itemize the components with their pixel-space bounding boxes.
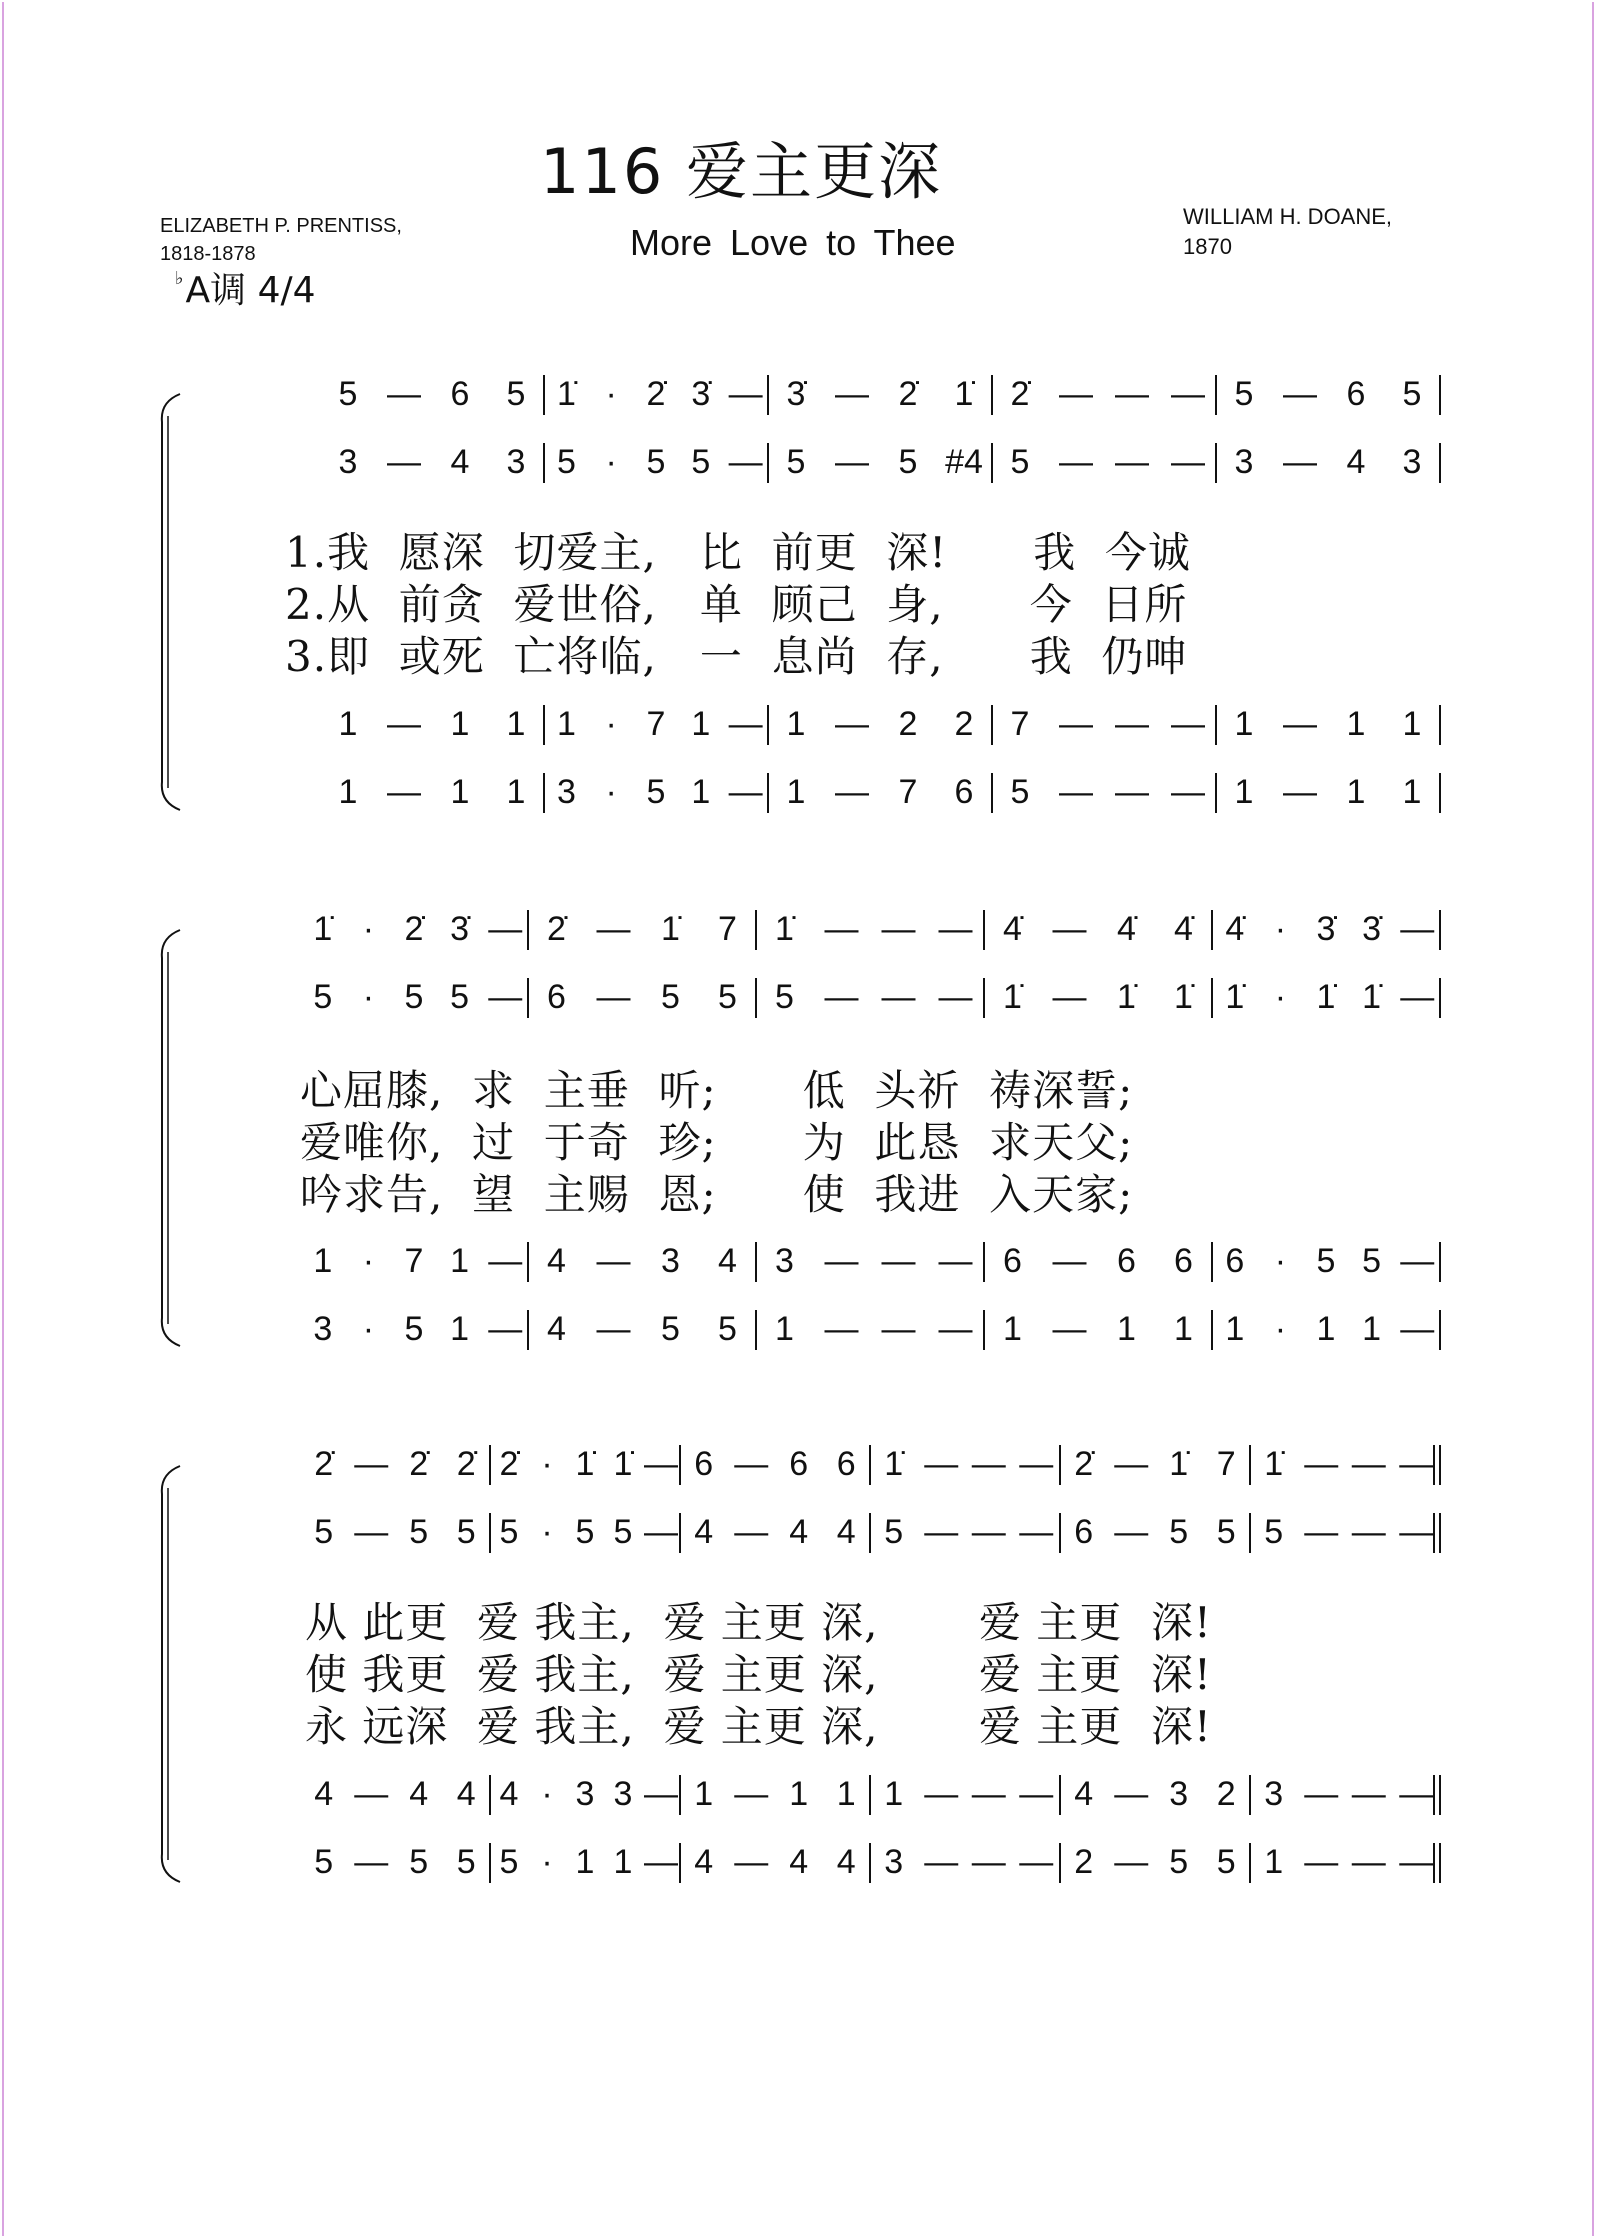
note-tenor-s2-m2-n3: 3 <box>661 1242 680 1280</box>
note-bass-s2-m3-n2: — <box>824 1310 859 1348</box>
note-soprano-s2-m4-n1: 4̇ <box>1003 910 1022 948</box>
note-alto-s3-m2-n3: 5 <box>575 1513 595 1551</box>
note-bass-s3-m4-n1: 3 <box>884 1843 904 1881</box>
note-soprano-s2-m2-n1: 2̇ <box>547 910 566 948</box>
note-tenor-s2-m3-n1: 3 <box>775 1242 794 1280</box>
note-bass-s2-m1-n4: 1 <box>450 1310 470 1348</box>
note-soprano-s3-m2-n1: 2̇ <box>499 1445 519 1483</box>
note-soprano-s2-m5-n1: 4̇ <box>1225 910 1245 948</box>
note-soprano-s1-m3-n2: — <box>835 375 869 413</box>
note-alto-s2-m5-n5: — <box>1400 978 1435 1016</box>
note-alto-s1-m2-n1: 5 <box>556 443 576 481</box>
note-alto-s3-m1-n4: 5 <box>456 1513 476 1551</box>
note-tenor-s2-m4-n3: 6 <box>1117 1242 1136 1280</box>
note-soprano-s3-m6-n3: — <box>1351 1445 1386 1483</box>
note-alto-s2-m2-n4: 5 <box>718 978 737 1016</box>
note-tenor-s3-m6-n4: — <box>1399 1775 1434 1813</box>
note-tenor-s1-m1-n2: — <box>387 705 421 743</box>
note-tenor-s3-m5-n1: 4 <box>1074 1775 1094 1813</box>
note-alto-s2-m5-n4: 1̇ <box>1362 978 1382 1016</box>
note-tenor-s3-m6-n1: 3 <box>1264 1775 1284 1813</box>
note-bass-s1-m2-n3: 5 <box>646 773 666 811</box>
note-bass-s3-m1-n1: 5 <box>314 1843 334 1881</box>
note-tenor-s1-m5-n2: — <box>1283 705 1317 743</box>
note-soprano-s1-m2-n5: — <box>728 375 763 413</box>
note-alto-s1-m1-n1: 3 <box>338 443 358 481</box>
note-soprano-s1-m1-n3: 6 <box>450 375 470 413</box>
note-soprano-s1-m1-n2: — <box>387 375 421 413</box>
note-soprano-s2-m3-n2: — <box>824 910 859 948</box>
note-bass-s2-m3-n1: 1 <box>775 1310 794 1348</box>
note-bass-s3-m1-n3: 5 <box>409 1843 429 1881</box>
note-bass-s1-m1-n4: 1 <box>506 773 526 811</box>
note-alto-s2-m5-n1: 1̇ <box>1225 978 1245 1016</box>
note-tenor-s1-m2-n1: 1 <box>556 705 576 743</box>
note-tenor-s2-m5-n4: 5 <box>1362 1242 1382 1280</box>
note-alto-s3-m4-n4: — <box>1019 1513 1054 1551</box>
note-soprano-s3-m4-n3: — <box>971 1445 1006 1483</box>
note-alto-s2-m3-n2: — <box>824 978 859 1016</box>
note-alto-s1-m5-n2: — <box>1283 443 1317 481</box>
note-soprano-s3-m5-n4: 7 <box>1216 1445 1236 1483</box>
note-soprano-s2-m5-n2: · <box>1274 910 1287 948</box>
note-alto-s2-m4-n1: 1̇ <box>1003 978 1022 1016</box>
note-bass-s2-m1-n1: 3 <box>313 1310 333 1348</box>
note-soprano-s3-m3-n4: 6 <box>836 1445 856 1483</box>
note-alto-s2-m3-n3: — <box>881 978 916 1016</box>
composer-name: WILLIAM H. DOANE, <box>1183 204 1393 229</box>
note-soprano-s2-m2-n3: 1̇ <box>661 910 680 948</box>
note-alto-s3-m6-n1: 5 <box>1264 1513 1284 1551</box>
note-bass-s2-m5-n5: — <box>1400 1310 1435 1348</box>
note-soprano-s3-m1-n1: 2̇ <box>314 1445 334 1483</box>
note-soprano-s3-m4-n2: — <box>924 1445 959 1483</box>
note-bass-s1-m4-n2: — <box>1059 773 1093 811</box>
system-1-lyric-verse-1: 1.我 愿深 切爱主, 比 前更 深! 我 今诚 <box>285 528 1191 577</box>
note-alto-s1-m1-n4: 3 <box>506 443 526 481</box>
note-bass-s3-m2-n2: · <box>541 1843 553 1881</box>
note-tenor-s1-m2-n2: · <box>605 705 617 743</box>
note-alto-s3-m6-n4: — <box>1399 1513 1434 1551</box>
note-tenor-s3-m5-n2: — <box>1114 1775 1149 1813</box>
note-bass-s2-m5-n4: 1 <box>1362 1310 1382 1348</box>
note-tenor-s3-m2-n1: 4 <box>499 1775 519 1813</box>
note-soprano-s2-m1-n2: · <box>362 910 375 948</box>
note-bass-s3-m3-n2: — <box>734 1843 769 1881</box>
note-bass-s2-m4-n3: 1 <box>1117 1310 1136 1348</box>
note-bass-s2-m2-n2: — <box>596 1310 631 1348</box>
note-bass-s2-m1-n2: · <box>362 1310 375 1348</box>
note-alto-s2-m2-n3: 5 <box>661 978 680 1016</box>
note-tenor-s3-m3-n4: 1 <box>836 1775 856 1813</box>
note-tenor-s1-m4-n4: — <box>1171 705 1205 743</box>
note-bass-s1-m3-n4: 6 <box>954 773 974 811</box>
note-alto-s3-m6-n3: — <box>1351 1513 1386 1551</box>
note-alto-s1-m3-n3: 5 <box>898 443 918 481</box>
note-soprano-s3-m1-n2: — <box>354 1445 389 1483</box>
note-bass-s3-m2-n4: 1 <box>613 1843 633 1881</box>
note-alto-s1-m1-n2: — <box>387 443 421 481</box>
note-soprano-s2-m1-n5: — <box>488 910 523 948</box>
note-bass-s3-m3-n4: 4 <box>836 1843 856 1881</box>
note-bass-s1-m5-n4: 1 <box>1402 773 1422 811</box>
note-tenor-s2-m5-n2: · <box>1274 1242 1287 1280</box>
note-alto-s1-m4-n2: — <box>1059 443 1093 481</box>
note-alto-s3-m2-n1: 5 <box>499 1513 519 1551</box>
note-bass-s3-m4-n3: — <box>971 1843 1006 1881</box>
note-alto-s1-m1-n3: 4 <box>450 443 470 481</box>
hymn-title: 116 爱主更深 <box>540 135 943 208</box>
note-bass-s2-m3-n4: — <box>938 1310 973 1348</box>
note-soprano-s1-m4-n2: — <box>1059 375 1093 413</box>
note-soprano-s1-m3-n3: 2̇ <box>898 375 918 413</box>
note-tenor-s3-m4-n4: — <box>1019 1775 1054 1813</box>
note-tenor-s3-m4-n3: — <box>971 1775 1006 1813</box>
note-soprano-s2-m4-n2: — <box>1052 910 1087 948</box>
hymn-subtitle: More Love to Thee <box>630 222 956 263</box>
note-tenor-s3-m3-n3: 1 <box>789 1775 809 1813</box>
note-soprano-s3-m1-n4: 2̇ <box>456 1445 476 1483</box>
note-tenor-s1-m5-n4: 1 <box>1402 705 1422 743</box>
note-bass-s2-m4-n4: 1 <box>1174 1310 1193 1348</box>
note-tenor-s2-m1-n3: 7 <box>404 1242 424 1280</box>
note-tenor-s2-m5-n5: — <box>1400 1242 1435 1280</box>
note-soprano-s1-m2-n4: 3̇ <box>691 375 711 413</box>
note-bass-s1-m1-n2: — <box>387 773 421 811</box>
note-soprano-s3-m4-n4: — <box>1019 1445 1054 1483</box>
note-tenor-s3-m4-n1: 1 <box>884 1775 904 1813</box>
note-alto-s1-m4-n4: — <box>1171 443 1205 481</box>
note-tenor-s3-m3-n1: 1 <box>694 1775 714 1813</box>
note-alto-s1-m2-n5: — <box>728 443 763 481</box>
note-tenor-s1-m2-n3: 7 <box>646 705 666 743</box>
note-tenor-s3-m1-n1: 4 <box>314 1775 334 1813</box>
note-tenor-s1-m5-n1: 1 <box>1234 705 1254 743</box>
note-alto-s2-m1-n1: 5 <box>313 978 333 1016</box>
note-soprano-s2-m5-n4: 3̇ <box>1362 910 1382 948</box>
note-tenor-s1-m4-n3: — <box>1115 705 1149 743</box>
note-alto-s2-m1-n3: 5 <box>404 978 424 1016</box>
note-soprano-s1-m2-n2: · <box>605 375 617 413</box>
note-bass-s2-m4-n1: 1 <box>1003 1310 1022 1348</box>
note-alto-s1-m5-n4: 3 <box>1402 443 1422 481</box>
note-tenor-s1-m4-n1: 7 <box>1010 705 1030 743</box>
note-bass-s1-m5-n1: 1 <box>1234 773 1254 811</box>
note-bass-s3-m6-n3: — <box>1351 1843 1386 1881</box>
note-bass-s1-m2-n5: — <box>728 773 763 811</box>
note-alto-s3-m6-n2: — <box>1304 1513 1339 1551</box>
note-soprano-s3-m4-n1: 1̇ <box>884 1445 904 1483</box>
note-soprano-s3-m2-n4: 1̇ <box>613 1445 633 1483</box>
note-tenor-s1-m3-n1: 1 <box>786 705 806 743</box>
note-tenor-s3-m3-n2: — <box>734 1775 769 1813</box>
system-1-lyric-verse-3: 3.即 或死 亡将临, 一 息尚 存, 我 仍呻 <box>285 632 1188 681</box>
note-alto-s2-m4-n4: 1̇ <box>1174 978 1193 1016</box>
note-soprano-s2-m4-n3: 4̇ <box>1117 910 1136 948</box>
note-alto-s3-m5-n2: — <box>1114 1513 1149 1551</box>
note-tenor-s3-m4-n2: — <box>924 1775 959 1813</box>
note-alto-s3-m5-n1: 6 <box>1074 1513 1094 1551</box>
note-bass-s3-m5-n2: — <box>1114 1843 1149 1881</box>
note-soprano-s2-m4-n4: 4̇ <box>1174 910 1193 948</box>
note-tenor-s2-m2-n4: 4 <box>718 1242 737 1280</box>
note-tenor-s3-m1-n4: 4 <box>456 1775 476 1813</box>
note-soprano-s1-m3-n1: 3̇ <box>786 375 806 413</box>
note-bass-s3-m6-n1: 1 <box>1264 1843 1284 1881</box>
note-soprano-s3-m5-n2: — <box>1114 1445 1149 1483</box>
note-bass-s1-m3-n1: 1 <box>786 773 806 811</box>
note-tenor-s1-m1-n4: 1 <box>506 705 526 743</box>
note-alto-s1-m4-n3: — <box>1115 443 1149 481</box>
note-alto-s1-m2-n4: 5 <box>691 443 711 481</box>
note-tenor-s1-m5-n3: 1 <box>1346 705 1366 743</box>
note-tenor-s3-m2-n5: — <box>644 1775 678 1813</box>
note-tenor-s3-m2-n2: · <box>541 1775 553 1813</box>
note-alto-s3-m3-n4: 4 <box>836 1513 856 1551</box>
note-soprano-s3-m2-n2: · <box>541 1445 553 1483</box>
system-3-lyric-verse-2: 使 我更 爱 我主, 爱 主更 深, 爱 主更 深! <box>305 1650 1212 1699</box>
note-soprano-s3-m5-n3: 1̇ <box>1169 1445 1189 1483</box>
note-soprano-s3-m3-n3: 6 <box>789 1445 809 1483</box>
note-soprano-s3-m2-n3: 1̇ <box>575 1445 595 1483</box>
note-bass-s1-m1-n1: 1 <box>338 773 358 811</box>
note-alto-s3-m4-n2: — <box>924 1513 959 1551</box>
note-tenor-s1-m3-n2: — <box>835 705 869 743</box>
note-soprano-s3-m6-n2: — <box>1304 1445 1339 1483</box>
note-bass-s3-m5-n4: 5 <box>1216 1843 1236 1881</box>
note-tenor-s2-m4-n2: — <box>1052 1242 1087 1280</box>
note-alto-s2-m3-n1: 5 <box>775 978 794 1016</box>
note-tenor-s2-m1-n5: — <box>488 1242 523 1280</box>
note-alto-s3-m3-n3: 4 <box>789 1513 809 1551</box>
note-tenor-s2-m1-n4: 1 <box>450 1242 470 1280</box>
note-bass-s2-m5-n3: 1 <box>1316 1310 1336 1348</box>
note-soprano-s3-m6-n1: 1̇ <box>1264 1445 1284 1483</box>
note-alto-s1-m5-n1: 3 <box>1234 443 1254 481</box>
note-tenor-s2-m4-n4: 6 <box>1174 1242 1193 1280</box>
note-tenor-s2-m1-n1: 1 <box>313 1242 333 1280</box>
note-tenor-s2-m2-n2: — <box>596 1242 631 1280</box>
note-tenor-s3-m2-n3: 3 <box>575 1775 595 1813</box>
note-alto-s3-m3-n2: — <box>734 1513 769 1551</box>
note-alto-s3-m2-n2: · <box>541 1513 553 1551</box>
note-alto-s3-m4-n3: — <box>971 1513 1006 1551</box>
note-bass-s2-m5-n2: · <box>1274 1310 1287 1348</box>
note-alto-s1-m2-n3: 5 <box>646 443 666 481</box>
note-tenor-s1-m1-n3: 1 <box>450 705 470 743</box>
note-alto-s1-m5-n3: 4 <box>1346 443 1366 481</box>
note-alto-s3-m2-n4: 5 <box>613 1513 633 1551</box>
note-bass-s1-m2-n4: 1 <box>691 773 711 811</box>
note-soprano-s2-m2-n2: — <box>596 910 631 948</box>
note-alto-s2-m4-n2: — <box>1052 978 1087 1016</box>
note-soprano-s3-m1-n3: 2̇ <box>409 1445 429 1483</box>
note-tenor-s1-m1-n1: 1 <box>338 705 358 743</box>
note-tenor-s1-m2-n4: 1 <box>691 705 711 743</box>
note-bass-s2-m5-n1: 1 <box>1225 1310 1245 1348</box>
note-soprano-s1-m2-n1: 1̇ <box>556 375 576 413</box>
system-2-lyric-verse-3: 吟求告, 望 主赐 恩; 使 我进 入天家; <box>300 1170 1134 1219</box>
lyricist-name: ELIZABETH P. PRENTISS, <box>160 215 402 237</box>
note-alto-s1-m2-n2: · <box>605 443 617 481</box>
note-tenor-s3-m1-n2: — <box>354 1775 389 1813</box>
note-tenor-s2-m5-n3: 5 <box>1316 1242 1336 1280</box>
note-alto-s2-m1-n4: 5 <box>450 978 470 1016</box>
note-alto-s2-m5-n3: 1̇ <box>1316 978 1336 1016</box>
note-soprano-s1-m4-n1: 2̇ <box>1010 375 1030 413</box>
note-tenor-s3-m1-n3: 4 <box>409 1775 429 1813</box>
note-bass-s1-m5-n3: 1 <box>1346 773 1366 811</box>
note-bass-s1-m2-n2: · <box>605 773 617 811</box>
note-alto-s2-m2-n1: 6 <box>547 978 566 1016</box>
note-bass-s3-m6-n4: — <box>1399 1843 1434 1881</box>
note-tenor-s2-m4-n1: 6 <box>1003 1242 1022 1280</box>
note-alto-s3-m3-n1: 4 <box>694 1513 714 1551</box>
note-tenor-s3-m5-n3: 3 <box>1169 1775 1189 1813</box>
note-alto-s2-m3-n4: — <box>938 978 973 1016</box>
note-alto-s3-m4-n1: 5 <box>884 1513 904 1551</box>
note-bass-s3-m3-n3: 4 <box>789 1843 809 1881</box>
note-alto-s2-m1-n5: — <box>488 978 523 1016</box>
note-soprano-s1-m1-n4: 5 <box>506 375 526 413</box>
note-alto-s3-m5-n4: 5 <box>1216 1513 1236 1551</box>
note-soprano-s2-m5-n5: — <box>1400 910 1435 948</box>
note-soprano-s3-m6-n4: — <box>1399 1445 1434 1483</box>
note-bass-s2-m2-n4: 5 <box>718 1310 737 1348</box>
note-tenor-s3-m6-n2: — <box>1304 1775 1339 1813</box>
note-bass-s1-m1-n3: 1 <box>450 773 470 811</box>
note-bass-s3-m3-n1: 4 <box>694 1843 714 1881</box>
note-tenor-s1-m3-n3: 2 <box>898 705 918 743</box>
note-bass-s2-m2-n1: 4 <box>547 1310 566 1348</box>
note-alto-s3-m1-n2: — <box>354 1513 389 1551</box>
note-alto-s3-m1-n3: 5 <box>409 1513 429 1551</box>
note-bass-s2-m4-n2: — <box>1052 1310 1087 1348</box>
note-bass-s3-m1-n4: 5 <box>456 1843 476 1881</box>
note-bass-s3-m2-n3: 1 <box>575 1843 595 1881</box>
note-tenor-s1-m2-n5: — <box>728 705 763 743</box>
note-bass-s2-m2-n3: 5 <box>661 1310 680 1348</box>
note-soprano-s2-m3-n4: — <box>938 910 973 948</box>
note-tenor-s3-m2-n4: 3 <box>613 1775 633 1813</box>
note-soprano-s1-m5-n2: — <box>1283 375 1317 413</box>
note-soprano-s2-m1-n3: 2̇ <box>404 910 424 948</box>
note-alto-s1-m3-n1: 5 <box>786 443 806 481</box>
composer-year: 1870 <box>1183 234 1232 259</box>
note-alto-s1-m3-n2: — <box>835 443 869 481</box>
note-bass-s1-m2-n1: 3 <box>556 773 576 811</box>
note-tenor-s2-m2-n1: 4 <box>547 1242 566 1280</box>
note-bass-s1-m4-n4: — <box>1171 773 1205 811</box>
note-bass-s1-m4-n1: 5 <box>1010 773 1030 811</box>
note-alto-s3-m2-n5: — <box>644 1513 678 1551</box>
note-soprano-s1-m1-n1: 5 <box>338 375 358 413</box>
note-alto-s2-m1-n2: · <box>362 978 375 1016</box>
system-2-lyric-verse-1: 心屈膝, 求 主垂 听; 低 头祈 祷深誓; <box>300 1066 1134 1115</box>
note-tenor-s2-m3-n4: — <box>938 1242 973 1280</box>
note-soprano-s1-m5-n3: 6 <box>1346 375 1366 413</box>
note-tenor-s2-m5-n1: 6 <box>1225 1242 1245 1280</box>
note-tenor-s3-m6-n3: — <box>1351 1775 1386 1813</box>
note-soprano-s2-m3-n3: — <box>881 910 916 948</box>
note-soprano-s3-m2-n5: — <box>644 1445 678 1483</box>
note-bass-s3-m5-n1: 2 <box>1074 1843 1094 1881</box>
note-tenor-s1-m3-n4: 2 <box>954 705 974 743</box>
note-alto-s1-m4-n1: 5 <box>1010 443 1030 481</box>
system-2-lyric-verse-2: 爱唯你, 过 于奇 珍; 为 此恳 求天父; <box>300 1118 1134 1167</box>
note-soprano-s1-m4-n4: — <box>1171 375 1205 413</box>
note-soprano-s1-m2-n3: 2̇ <box>646 375 666 413</box>
note-soprano-s1-m4-n3: — <box>1115 375 1149 413</box>
system-3-lyric-verse-3: 永 远深 爱 我主, 爱 主更 深, 爱 主更 深! <box>305 1702 1212 1751</box>
note-bass-s3-m6-n2: — <box>1304 1843 1339 1881</box>
note-soprano-s1-m3-n4: 1̇ <box>954 375 974 413</box>
note-bass-s3-m1-n2: — <box>354 1843 389 1881</box>
note-bass-s2-m3-n3: — <box>881 1310 916 1348</box>
note-bass-s3-m4-n4: — <box>1019 1843 1054 1881</box>
note-bass-s2-m1-n5: — <box>488 1310 523 1348</box>
note-bass-s3-m2-n1: 5 <box>499 1843 519 1881</box>
system-3-lyric-verse-1: 从 此更 爱 我主, 爱 主更 深, 爱 主更 深! <box>305 1598 1212 1647</box>
note-bass-s1-m3-n2: — <box>835 773 869 811</box>
note-soprano-s3-m3-n2: — <box>734 1445 769 1483</box>
note-soprano-s3-m5-n1: 2̇ <box>1074 1445 1094 1483</box>
note-soprano-s2-m1-n1: 1̇ <box>313 910 333 948</box>
note-tenor-s2-m1-n2: · <box>362 1242 375 1280</box>
system-1-lyric-verse-2: 2.从 前贪 爱世俗, 单 顾己 身, 今 日所 <box>285 580 1188 629</box>
note-tenor-s1-m4-n2: — <box>1059 705 1093 743</box>
note-alto-s2-m5-n2: · <box>1274 978 1287 1016</box>
note-tenor-s2-m3-n2: — <box>824 1242 859 1280</box>
note-alto-s2-m2-n2: — <box>596 978 631 1016</box>
note-bass-s1-m5-n2: — <box>1283 773 1317 811</box>
note-tenor-s3-m5-n4: 2 <box>1216 1775 1236 1813</box>
note-tenor-s2-m3-n3: — <box>881 1242 916 1280</box>
note-soprano-s2-m5-n3: 3̇ <box>1316 910 1336 948</box>
note-soprano-s3-m3-n1: 6 <box>694 1445 714 1483</box>
note-bass-s2-m1-n3: 5 <box>404 1310 424 1348</box>
note-soprano-s2-m3-n1: 1̇ <box>775 910 794 948</box>
note-soprano-s1-m5-n1: 5 <box>1234 375 1254 413</box>
note-alto-s3-m1-n1: 5 <box>314 1513 334 1551</box>
note-soprano-s2-m2-n4: 7 <box>718 910 737 948</box>
note-bass-s1-m4-n3: — <box>1115 773 1149 811</box>
note-alto-s1-m3-n4: #4 <box>945 443 983 481</box>
note-bass-s3-m4-n2: — <box>924 1843 959 1881</box>
note-bass-s1-m3-n3: 7 <box>898 773 918 811</box>
note-bass-s3-m2-n5: — <box>644 1843 678 1881</box>
key-text: A调 4/4 <box>185 270 316 311</box>
lyricist-years: 1818-1878 <box>160 243 256 265</box>
note-alto-s2-m4-n3: 1̇ <box>1117 978 1136 1016</box>
note-bass-s3-m5-n3: 5 <box>1169 1843 1189 1881</box>
note-soprano-s1-m5-n4: 5 <box>1402 375 1422 413</box>
flat-sign-icon: ♭ <box>175 268 184 289</box>
note-alto-s3-m5-n3: 5 <box>1169 1513 1189 1551</box>
note-soprano-s2-m1-n4: 3̇ <box>450 910 470 948</box>
